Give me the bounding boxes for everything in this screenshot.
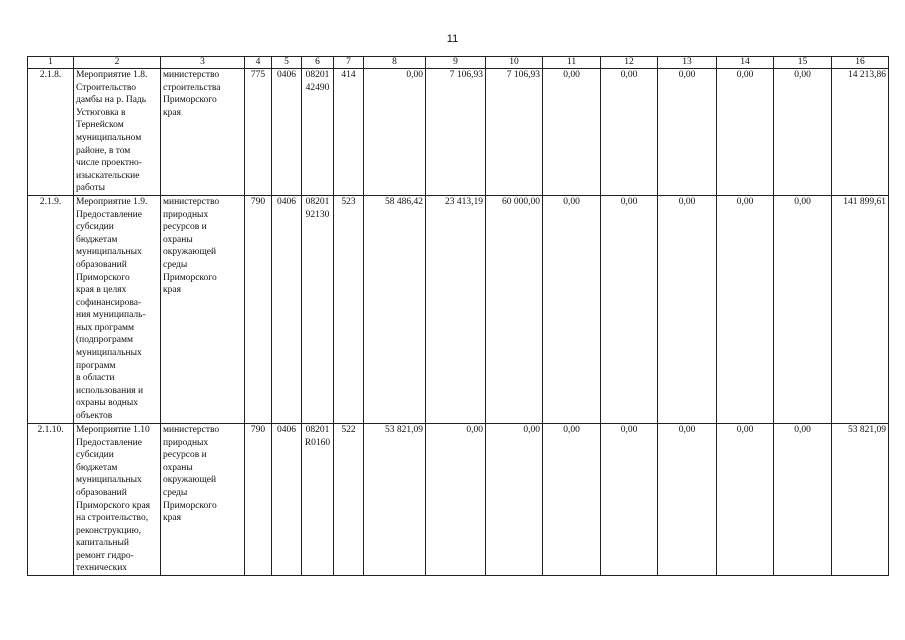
measure-name-line: Приморского [76,272,130,283]
responsible-line: края [163,107,181,118]
target-code-line: 08201 [305,196,330,207]
measure-name-line: технических [76,563,128,574]
measure-name-line: бюджетам [76,234,118,245]
column-header: 2 [74,57,161,69]
measure-name-line: софинансирова- [76,297,142,308]
measure-name-line: края в целях [76,285,127,296]
responsible-line: министерство [163,70,220,80]
amount-cell: 60 000,00 [486,195,543,423]
amount-cell: 0,00 [601,195,658,423]
responsible-line: Приморского [163,95,217,106]
column-header: 3 [161,57,245,69]
code-cell: 790 [245,195,272,423]
responsible-line: среды [163,259,188,270]
responsible-line: края [163,285,181,296]
header-row [28,57,889,69]
column-header: 5 [272,57,302,69]
target-code-line: 42490 [305,82,330,93]
amount-cell: 53 821,09 [832,423,889,575]
target-code-line: 08201 [305,70,330,80]
measure-name-line: в области [76,373,115,384]
amount-cell: 0,00 [717,195,774,423]
item-number-cell: 2.1.9. [28,195,74,423]
column-header: 14 [717,57,774,69]
column-header: 16 [832,57,889,69]
measure-name-line: (подпрограмм [76,335,134,346]
target-code-cell [302,69,334,196]
responsible-line: Приморского [163,272,217,283]
amount-cell: 7 106,93 [426,69,486,196]
measure-name-line: Приморского края [76,500,151,511]
column-header: 6 [302,57,334,69]
measure-name-line: ния муниципаль- [76,310,146,321]
responsible-line: природных [163,209,209,220]
item-number-cell: 2.1.8. [28,69,74,196]
measure-name-line: дамбы на р. Падь [76,95,147,106]
measure-name-line: субсидии [76,222,114,233]
code-cell: 775 [245,69,272,196]
measure-name-cell [74,423,161,575]
expense-type-cell: 523 [334,195,364,423]
responsible-cell [161,69,245,196]
measure-name-line: охраны водных [76,398,139,409]
measure-name-line: Мероприятие 1.10 [76,424,150,435]
column-header: 7 [334,57,364,69]
target-code-line: 08201 [305,424,330,435]
measure-name-line: Тернейском [76,120,124,131]
column-header: 4 [245,57,272,69]
measure-name-line: Мероприятие 1.9. [76,196,148,207]
amount-cell: 58 486,42 [364,195,426,423]
amount-cell: 7 106,93 [486,69,543,196]
item-number-cell: 2.1.10. [28,423,74,575]
measure-name-line: капитальный [76,538,129,549]
measure-name-line: Предоставление [76,209,142,220]
target-code-line: R0160 [304,437,331,448]
amount-cell: 0,00 [426,423,486,575]
measure-name-line: образований [76,487,127,498]
section-cell: 0406 [272,423,302,575]
amount-cell: 0,00 [486,423,543,575]
measure-name-line: использования и [76,385,144,396]
measure-name-line: Предоставление [76,437,142,448]
page-number: 11 [446,33,459,45]
amount-cell: 0,00 [774,423,832,575]
table-row [28,195,889,423]
responsible-line: строительства [163,82,221,93]
amount-cell: 0,00 [774,69,832,196]
measure-name-line: муниципальных [76,475,142,486]
responsible-line: охраны [163,462,193,473]
amount-cell: 0,00 [658,423,717,575]
amount-cell: 0,00 [543,69,601,196]
responsible-line: окружающей [163,247,217,258]
column-header: 12 [601,57,658,69]
measure-name-line: районе, в том [76,145,131,156]
amount-cell: 0,00 [658,195,717,423]
measure-name-line: Мероприятие 1.8. [76,70,148,80]
measure-name-line: Строительство [76,82,137,93]
budget-table [27,56,889,576]
amount-cell: 0,00 [601,69,658,196]
expense-type-cell: 522 [334,423,364,575]
measure-name-line: реконструкцию, [76,525,142,536]
column-header: 11 [543,57,601,69]
amount-cell: 53 821,09 [364,423,426,575]
amount-cell: 0,00 [717,69,774,196]
measure-name-line: муниципальных [76,348,142,359]
amount-cell: 141 899,61 [832,195,889,423]
measure-name-line: работы [76,183,105,194]
measure-name-cell [74,195,161,423]
column-header: 15 [774,57,832,69]
column-header: 8 [364,57,426,69]
column-header: 1 [28,57,74,69]
responsible-line: Приморского [163,500,217,511]
column-header: 9 [426,57,486,69]
amount-cell: 0,00 [601,423,658,575]
target-code-cell [302,195,334,423]
responsible-line: охраны [163,234,193,245]
responsible-line: природных [163,437,209,448]
responsible-line: министерство [163,196,220,207]
amount-cell: 0,00 [717,423,774,575]
amount-cell: 23 413,19 [426,195,486,423]
responsible-line: среды [163,487,188,498]
table-row [28,423,889,575]
responsible-line: министерство [163,424,220,435]
measure-name-line: Устюговка в [76,107,126,118]
responsible-cell [161,195,245,423]
amount-cell: 0,00 [364,69,426,196]
responsible-line: ресурсов и [163,450,207,461]
measure-name-line: объектов [76,411,113,422]
measure-name-line: изыскательские [76,170,140,181]
target-code-cell [302,423,334,575]
amount-cell: 14 213,86 [832,69,889,196]
measure-name-line: числе проектно- [76,158,142,169]
section-cell: 0406 [272,69,302,196]
measure-name-cell [74,69,161,196]
responsible-line: ресурсов и [163,222,207,233]
responsible-line: края [163,513,181,524]
measure-name-line: муниципальном [76,132,142,143]
amount-cell: 0,00 [774,195,832,423]
measure-name-line: муниципальных [76,247,142,258]
measure-name-line: субсидии [76,450,114,461]
expense-type-cell: 414 [334,69,364,196]
measure-name-line: на строительство, [76,513,149,524]
code-cell: 790 [245,423,272,575]
responsible-cell [161,423,245,575]
table-row [28,69,889,196]
measure-name-line: бюджетам [76,462,118,473]
amount-cell: 0,00 [658,69,717,196]
amount-cell: 0,00 [543,423,601,575]
section-cell: 0406 [272,195,302,423]
measure-name-line: программ [76,360,116,371]
responsible-line: окружающей [163,475,217,486]
measure-name-line: ных программ [76,322,135,333]
target-code-line: 92130 [305,209,330,220]
measure-name-line: ремонт гидро- [76,550,134,561]
column-header: 10 [486,57,543,69]
column-header: 13 [658,57,717,69]
measure-name-line: образований [76,259,127,270]
amount-cell: 0,00 [543,195,601,423]
